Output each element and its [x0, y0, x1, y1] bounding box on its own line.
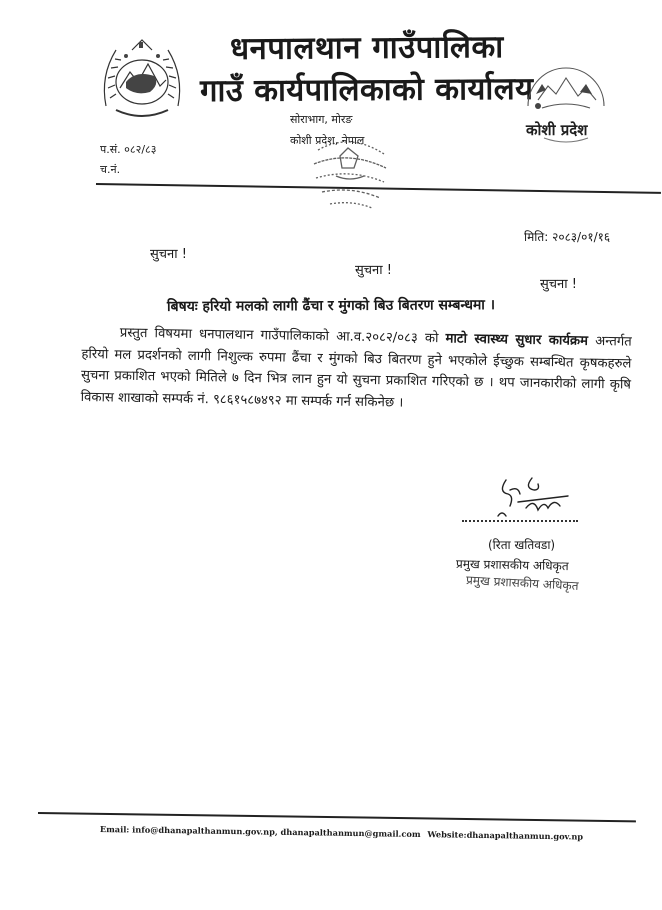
- signature-line: [462, 520, 578, 522]
- address-line2: कोशी प्रदेश, नेपाल: [290, 134, 365, 147]
- body-program-name: माटो स्वास्थ्य सुधार कार्यक्रम: [445, 331, 589, 349]
- notice-body: [80, 322, 631, 418]
- footer-website: Website:dhanapalthanmun.gov.np: [427, 829, 584, 842]
- office-title-line2: गाउँ कार्यपालिकाको कार्यालय: [199, 70, 534, 110]
- body-text-part1: प्रस्तुत विषयमा धनपालथान गाउँपालिकाको आ.व.२०८२/०८३ को: [119, 325, 446, 347]
- issue-date: मिति: २०८३/०१/१६: [524, 230, 611, 244]
- notice-heading-2: सुचना !: [355, 263, 392, 278]
- office-title-line1: धनपालथान गाउँपालिका: [229, 29, 504, 67]
- address-line1: सोराभाग, मोरङ: [290, 113, 353, 126]
- signatory-designation: प्रमुख प्रशासकीय अधिकृत: [455, 556, 569, 574]
- signature-icon: [488, 476, 578, 522]
- subject-line: बिषयः हरियो मलको लागी ढैंचा र मुंगको बिउ बितरण सम्बन्धमा ।: [166, 297, 496, 315]
- reference-number: प.सं. ०८२/८३: [100, 143, 157, 156]
- signatory-name: (रिता खतिवडा): [488, 538, 556, 552]
- designation-stamp: प्रमुख प्रशासकीय अधिकृत: [465, 573, 579, 593]
- notice-heading-3: सुचना !: [540, 277, 577, 292]
- nepal-emblem-icon: [96, 36, 188, 126]
- footer-email: Email: info@dhanapalthanmun.gov.np, dhanapalthanmun@gmail.com: [99, 824, 421, 840]
- notice-heading-1: सुचना !: [150, 247, 187, 262]
- footer-divider: [38, 812, 636, 822]
- body-text-part2: अन्तर्गत हरियो मल प्रदर्शनको लागी निशुल्क रुपमा ढैंचा र मुंगको बिउ बितरण हुने भएकोले ईच्छुक सम्बन्धित कृषकहरुले सुचना प्रकाशित भएको मितिले ७ दिन भित्र लान हुन यो सुचना प्रकाशित गरिएको छ । थप जानकारीको लागी कृषि विकास शाखाको सम्पर्क नं. ९८६१५८७४९२ मा सम्पर्क गर्न सकिनेछ ।: [80, 333, 632, 411]
- office-stamp-icon: [300, 120, 400, 220]
- contact-footer: [100, 824, 587, 842]
- dispatch-number: च.नं.: [100, 163, 121, 176]
- province-label: कोशी प्रदेश: [526, 121, 588, 139]
